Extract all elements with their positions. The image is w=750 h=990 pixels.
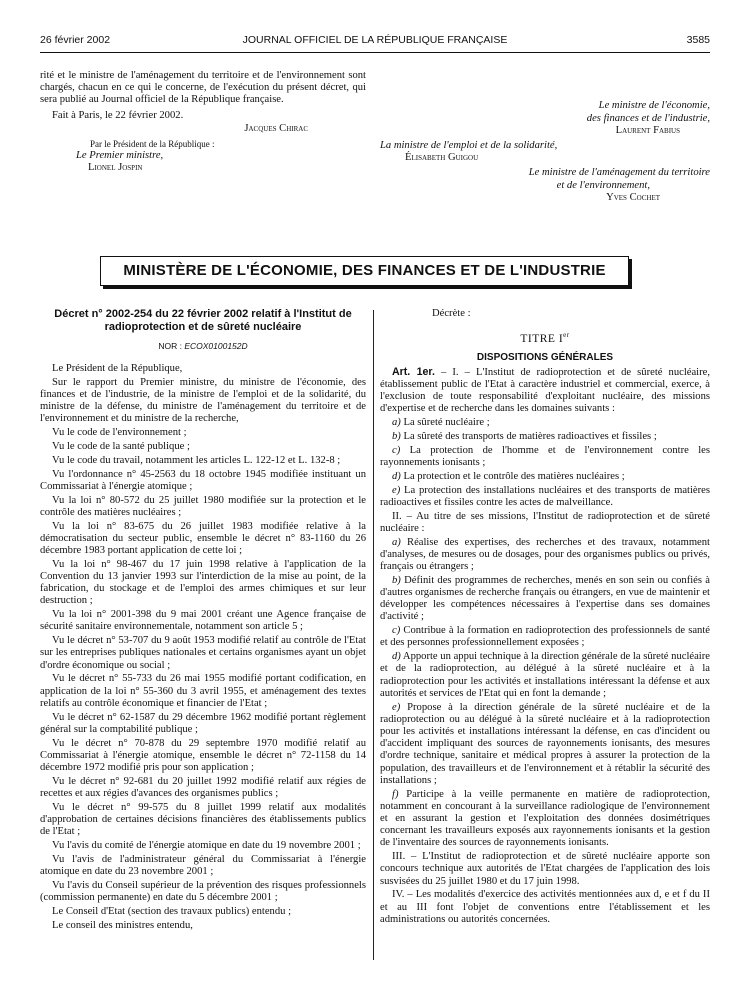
list-item	[380, 651, 710, 700]
list-item	[380, 471, 710, 483]
visa-paragraph: Vu l'avis de l'administrateur général du Commissariat à l'énergie atomique en date du 23 novembre 2001 ;	[40, 853, 366, 878]
list-item-letter: d)	[392, 651, 401, 663]
article-1-section-II-items	[380, 537, 710, 850]
ministry-banner-text: MINISTÈRE DE L'ÉCONOMIE, DES FINANCES ET DE L'INDUSTRIE	[123, 262, 606, 279]
list-item	[380, 789, 710, 850]
list-item-letter: c)	[392, 625, 401, 637]
list-item-text: La protection et le contrôle des matières nucléaires ;	[403, 470, 625, 482]
previous-decree-end	[40, 70, 366, 174]
list-item-text: Définit des programmes de recherches, menés en son sein ou confiés à d'autres organismes de recherche français ou étrangers, en vue de maintenir et développer les compétences nécessaires à l'expertise dans ses domaines d'activité ;	[380, 574, 710, 623]
list-item-text: Participe à la veille permanente en matière de radioprotection, notamment en concourant à la surveillance radiologique de l'environnement et en assurant la gestion et l'exploitation des données dosimétriques concernant les travailleurs exposés aux rayonnements ionisants et la gestion de l'inventaire des sources de rayonnements ionisants.	[380, 788, 710, 849]
visa-paragraph: Sur le rapport du Premier ministre, du ministre de l'économie, des finances et de l'industrie, de la ministre de l'emploi et de la solidarité, du ministre de la défense, du ministre de l'aménagement du territoire et de l'environnement et du ministre de la recherche,	[40, 376, 366, 425]
signature-fabius: Laurent Fabius	[615, 125, 680, 137]
list-item-letter: e)	[392, 484, 401, 496]
header-date: 26 février 2002	[40, 34, 111, 46]
nor-code: ECOX0100152D	[184, 341, 248, 351]
list-item-letter: d)	[392, 470, 401, 482]
list-item-letter: e)	[392, 701, 401, 713]
list-item	[380, 445, 710, 469]
visa-paragraph: Vu l'avis du comité de l'énergie atomique en date du 19 novembre 2001 ;	[52, 840, 361, 852]
article-1-section-I-items	[380, 417, 710, 509]
header-journal-title: JOURNAL OFFICIEL DE LA RÉPUBLIQUE FRANÇAISE	[242, 34, 508, 46]
visa-paragraph: Vu la loi n° 80-572 du 25 juillet 1980 modifiée sur la protection et le contrôle des matières nucléaires ;	[40, 494, 366, 518]
column-divider	[373, 310, 374, 960]
list-item-letter: c)	[392, 444, 401, 456]
dispositions-heading: DISPOSITIONS GÉNÉRALES	[476, 351, 614, 363]
visa-paragraph: Vu le décret n° 99-575 du 8 juillet 1999 relatif aux modalités d'approbation de certaines décisions financières des établissements publics de l'Etat ;	[40, 801, 366, 838]
running-header	[40, 34, 710, 50]
minister-signatures	[380, 100, 710, 205]
decrete-line: Décrète :	[432, 308, 471, 319]
signature-cochet: Yves Cochet	[606, 192, 660, 204]
list-item-letter: f)	[392, 788, 399, 800]
visa-paragraph: Le Conseil d'Etat (section des travaux publics) entendu ;	[52, 905, 292, 917]
list-item	[380, 702, 710, 787]
list-item-letter: a)	[392, 536, 401, 548]
closing-paragraph: rité et le ministre de l'aménagement du territoire et de l'environnement sont chargés, chacun en ce qui le concerne, de l'exécution du présent décret, qui sera publié au Journal officiel de la République française.	[40, 70, 366, 106]
visa-paragraph: Vu le décret n° 62-1587 du 29 décembre 1962 modifié portant règlement général sur la comptabilité publique ;	[40, 711, 366, 735]
list-item	[380, 485, 710, 509]
visa-paragraph: Vu le décret n° 53-707 du 9 août 1953 modifié relatif au contrôle de l'Etat sur les entreprises publiques nationales et certains organismes ayant un objet d'ordre économique ou social ;	[40, 635, 366, 671]
decree-title: Décret n° 2002-254 du 22 février 2002 relatif à l'Institut de radioprotection et de sûreté nucléaire	[54, 308, 352, 333]
article-1-intro: Art. 1er. – I. – L'Institut de radioprotection et de sûreté nucléaire, établissement public de l'Etat à caractère industriel et commercial, exerce, à l'exclusion de toute responsabilité d'exploitant nucléaire, des missions d'expertise et de recherche dans les domaines suivants :	[380, 365, 711, 415]
header-page-number: 3585	[686, 34, 710, 46]
visa-paragraph: Vu la loi n° 2001-398 du 9 mai 2001 créant une Agence française de sécurité sanitaire environnementale, notamment son article 5 ;	[40, 609, 366, 633]
titre-heading: TITRE Ier	[520, 331, 570, 345]
visa-paragraph: Vu l'ordonnance n° 45-2563 du 18 octobre 1945 modifiée instituant un Commissariat à l'énergie atomique ;	[40, 468, 366, 492]
ministry-banner	[100, 256, 629, 286]
visa-paragraph: Vu la loi n° 83-675 du 26 juillet 1983 modifiée relative à la démocratisation du secteur public, ensemble le décret n° 83-1160 du 26 décembre 1983 portant application de cette loi ;	[40, 520, 366, 556]
visa-paragraph: Vu la loi n° 98-467 du 17 juin 1998 relative à l'application de la Convention du 13 janvier 1993 sur l'interdiction de la mise au point, de la fabrication, du stockage et de l'emploi des armes chimiques et sur leur destruction ;	[40, 558, 366, 607]
list-item-letter: b)	[392, 574, 401, 586]
president-signature: Jacques Chirac	[244, 123, 308, 135]
visa-paragraph: Vu le décret n° 70-878 du 29 septembre 1970 modifié relatif au Commissariat à l'énergie atomique, ensemble le décret n° 72-1158 du 14 décembre 1972 modifié pris pour son application ;	[40, 737, 366, 774]
nor-reference: NOR : ECOX0100152D	[158, 341, 248, 351]
list-item-text: La protection de l'homme et de l'environnement contre les rayonnements ionisants ;	[380, 444, 710, 469]
visa-paragraph: Le Président de la République,	[52, 363, 183, 374]
signing-date: Fait à Paris, le 22 février 2002.	[52, 109, 184, 121]
list-item	[380, 431, 710, 443]
list-item-text: La protection des installations nucléaires et des transports de matières radioactives et fissiles contre les actes de malveillance.	[380, 484, 710, 508]
pm-signature: Lionel Jospin	[88, 162, 143, 174]
list-item-text: Apporte un appui technique à la direction générale de la sûreté nucléaire et de la radioprotection, au délégué à la sûreté nucléaire et à la radioprotection pour les activités et installations intéressant la défense et aux autorités et services de l'Etat qui en font la demande ;	[380, 651, 710, 699]
signature-block-economy: Le ministre de l'économie, des finances et de l'industrie, Laurent Fabius	[380, 100, 710, 138]
par-le-president: Par le Président de la République :	[90, 138, 215, 149]
list-item-text: La sûreté nucléaire ;	[403, 417, 490, 429]
visa-paragraph: Vu l'avis du Conseil supérieur de la prévention des risques professionnels (commission permanente) en date du 5 décembre 2001 ;	[40, 879, 366, 904]
list-item	[380, 625, 710, 649]
list-item-letter: a)	[392, 417, 401, 429]
article-1	[380, 366, 710, 926]
pm-title: Le Premier ministre,	[76, 149, 164, 161]
visa-paragraph: Le conseil des ministres entendu,	[52, 919, 193, 931]
list-item	[380, 537, 710, 574]
signature-block-environment: Le ministre de l'aménagement du territoire et de l'environnement, Yves Cochet	[380, 167, 710, 205]
article-1-section-II: II. – Au titre de ses missions, l'Institut de radioprotection et de sûreté nucléaire :	[380, 510, 710, 534]
list-item-text: La sûreté des transports de matières radioactives et fissiles ;	[403, 431, 657, 443]
decree-right-column	[380, 308, 710, 928]
signature-block-employment: La ministre de l'emploi et de la solidarité, Élisabeth Guigou	[380, 140, 710, 165]
decree-left-column	[40, 308, 366, 933]
list-item-text: Contribue à la formation en radioprotection des professionnels de santé et des personnes professionnellement exposées ;	[380, 625, 710, 649]
visa-paragraph: Vu le code de l'environnement ;	[52, 427, 187, 439]
article-1-label: Art. 1er.	[392, 365, 435, 378]
visa-paragraph: Vu le décret n° 55-733 du 26 mai 1955 modifié portant codification, en application de la loi n° 55-360 du 3 avril 1955, et aménagement des textes relatifs au contrôle économique et financier de l'Etat ;	[40, 673, 366, 709]
visa-paragraph: Vu le code du travail, notamment les articles L. 122-12 et L. 132-8 ;	[52, 454, 341, 466]
visa-paragraph: Vu le code de la santé publique ;	[52, 441, 190, 452]
list-item-text: Propose à la direction générale de la sûreté nucléaire et de la radioprotection ou au délégué à la sûreté nucléaire et à la radioprotection pour les activités et installations intéressant la défense, en cas d'incident ou d'accident impliquant des sources de rayonnements ionisants, des mesures d'ordre technique, sanitaire et médical propres à assurer la protection de la population, des travailleurs et de l'environnement et à rétablir la sécurité des installations ;	[380, 701, 711, 786]
list-item-letter: b)	[392, 431, 401, 443]
list-item	[380, 575, 710, 624]
list-item-text: Réalise des expertises, des recherches et des travaux, notamment d'analyses, de mesures ou de dosages, pour des organismes publics ou privés, français ou étrangers ;	[380, 536, 710, 573]
article-1-section-IV: IV. – Les modalités d'exercice des activités mentionnées aux d, e et f du II et au III font l'objet de conventions entre l'établissement et les administrations ou autorités concernées.	[380, 889, 710, 925]
article-1-section-III: III. – L'Institut de radioprotection et de sûreté nucléaire apporte son concours technique aux autorités de l'Etat chargées de l'application des lois susvisées du 25 juillet 1980 et du 17 juin 1998.	[380, 851, 710, 887]
visa-paragraph: Vu le décret n° 92-681 du 20 juillet 1992 modifié relatif aux régies de recettes et aux régies d'avances des organismes publics ;	[40, 775, 366, 800]
list-item	[380, 417, 710, 429]
header-rule	[40, 52, 710, 53]
visas-list	[40, 363, 366, 932]
signature-guigou: Élisabeth Guigou	[405, 152, 479, 164]
